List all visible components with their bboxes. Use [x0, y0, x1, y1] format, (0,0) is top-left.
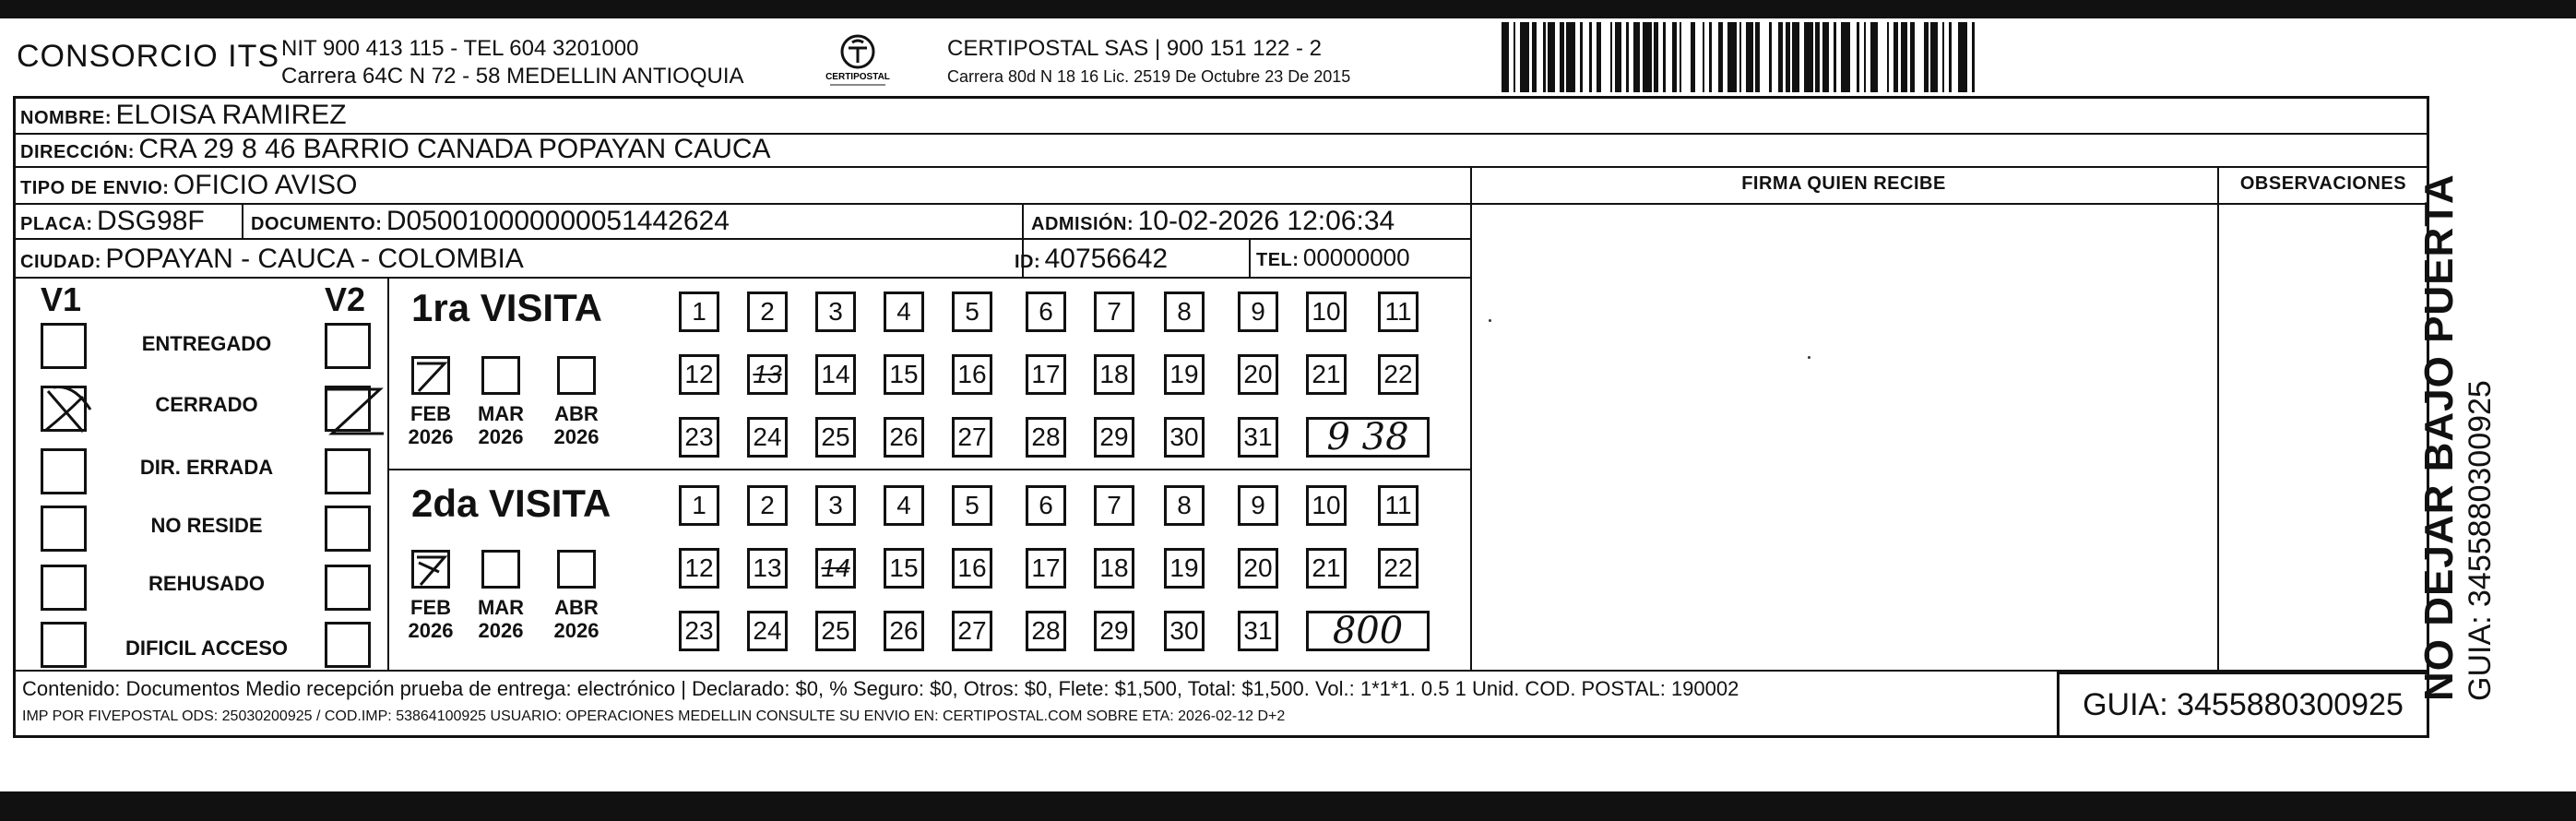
v1-cerrado-check-mark — [37, 378, 101, 443]
visit-2-day-20[interactable]: 20 — [1238, 548, 1278, 589]
visit-2-day-15[interactable]: 15 — [884, 548, 924, 589]
name-field — [20, 100, 347, 131]
barcode-bar — [1958, 22, 1967, 92]
visit-1-day-12[interactable]: 12 — [679, 354, 719, 395]
courier-name: CERTIPOSTAL SAS | 900 151 122 - 2 — [947, 36, 1322, 61]
visit-2-day-29[interactable]: 29 — [1094, 611, 1134, 651]
barcode-bar — [1792, 22, 1799, 92]
visit-1-mar-checkbox[interactable] — [481, 356, 520, 395]
visit-1-day-24[interactable]: 24 — [747, 417, 788, 458]
visit-2-day-24[interactable]: 24 — [747, 611, 788, 651]
barcode-bar — [1850, 22, 1858, 92]
visit-1-day-19[interactable]: 19 — [1164, 354, 1205, 395]
city-label: CIUDAD: — [20, 252, 101, 272]
visit-2-day-4[interactable]: 4 — [884, 485, 924, 526]
visit-1-month-mar: MAR 2026 — [477, 402, 525, 448]
v2-no-reside-checkbox[interactable] — [325, 506, 371, 552]
visit-1-day-28[interactable]: 28 — [1026, 417, 1066, 458]
tel-value: 00000000 — [1302, 244, 1410, 271]
status-entregado: ENTREGADO — [141, 332, 272, 355]
side-guide-number: GUIA: 3455880300925 — [2463, 380, 2498, 701]
shipment-label: TIPO DE ENVIO: — [20, 178, 170, 198]
barcode-bar — [1727, 22, 1737, 92]
document-label: DOCUMENTO: — [251, 214, 383, 234]
divider — [387, 469, 1472, 470]
divider — [242, 203, 243, 240]
visit-1-day-1[interactable]: 1 — [679, 292, 719, 332]
footer-content: Contenido: Documentos Medio recepción prueba de entrega: electrónico | Declarado: $0, % Seguro: $0, Otros: $0, Flete: $1,500, Total: $1,500. Vol.: 1*1*1. 0.5 1 Unid. COD. POSTAL: 190002 — [22, 677, 1739, 700]
visit-1-time-box: 9 38 — [1306, 417, 1430, 458]
shipment-type: OFICIO AVISO — [172, 170, 358, 200]
visit-2-day-13[interactable]: 13 — [747, 548, 788, 589]
guide-number-box: GUIA: 3455880300925 — [2057, 672, 2429, 738]
visit-2-day-27[interactable]: 27 — [952, 611, 992, 651]
company-details — [281, 35, 744, 90]
visit-2-feb-mark — [411, 550, 450, 589]
visit-2-day-14[interactable]: 14 — [815, 548, 856, 589]
visit-2-mar-checkbox[interactable] — [481, 550, 520, 589]
visit-1-day-21[interactable]: 21 — [1306, 354, 1347, 395]
top-border — [0, 0, 2576, 18]
barcode-bar — [1760, 22, 1769, 92]
divider — [2217, 166, 2219, 670]
visit-1-feb-mark — [411, 356, 450, 395]
visit-1-day-4[interactable]: 4 — [884, 292, 924, 332]
id-value: 40756642 — [1044, 244, 1169, 274]
visit-2-title: 2da VISITA — [411, 482, 611, 525]
barcode-bar — [1601, 22, 1610, 92]
visit-2-day-8[interactable]: 8 — [1164, 485, 1205, 526]
courier-details — [947, 35, 1350, 90]
visit-2-day-26[interactable]: 26 — [884, 611, 924, 651]
plate-value: DSG98F — [97, 206, 205, 236]
barcode-bar — [1746, 22, 1753, 92]
plate-field — [20, 206, 205, 237]
visit-2-day-16[interactable]: 16 — [952, 548, 992, 589]
visit-2-day-31[interactable]: 31 — [1238, 611, 1278, 651]
admission-field — [1031, 206, 1395, 237]
status-no-reside: NO RESIDE — [150, 514, 263, 537]
v2-label: V2 — [325, 280, 366, 318]
v1-dificil-acceso-checkbox[interactable] — [41, 622, 87, 668]
visit-2-day-21[interactable]: 21 — [1306, 548, 1347, 589]
visit-1-abr-checkbox[interactable] — [557, 356, 596, 395]
v2-dificil-acceso-checkbox[interactable] — [325, 622, 371, 668]
side-notice-title: NO DEJAR BAJO PUERTA — [2416, 173, 2462, 701]
v1-entregado-checkbox[interactable] — [41, 323, 87, 369]
barcode-bar — [1901, 22, 1908, 92]
barcode-bar — [1633, 22, 1641, 92]
barcode-bar — [1870, 22, 1878, 92]
visit-1-day-10[interactable]: 10 — [1306, 292, 1347, 332]
visit-2-day-7[interactable]: 7 — [1094, 485, 1134, 526]
visit-2-month-mar: MAR 2026 — [477, 596, 525, 642]
plate-label: PLACA: — [20, 214, 93, 234]
v1-dir-errada-checkbox[interactable] — [41, 448, 87, 494]
status-rehusado: REHUSADO — [148, 572, 265, 595]
visit-2-day-2[interactable]: 2 — [747, 485, 788, 526]
divider — [1470, 166, 1472, 670]
visit-1-month-abr: ABR 2026 — [553, 402, 599, 448]
visit-2-day-3[interactable]: 3 — [815, 485, 856, 526]
visit-1-month-feb: FEB 2026 — [408, 402, 454, 448]
id-label: ID: — [1015, 252, 1041, 272]
barcode-bar — [1537, 22, 1544, 92]
barcode-bar — [1952, 22, 1959, 92]
visit-1-day-30[interactable]: 30 — [1164, 417, 1205, 458]
barcode-bar — [1615, 22, 1622, 92]
barcode-bar — [1681, 22, 1691, 92]
barcode-bar — [1520, 22, 1529, 92]
barcode-bar — [1712, 22, 1719, 92]
v1-no-reside-checkbox[interactable] — [41, 506, 87, 552]
status-dificil-acceso: DIFICIL ACCESO — [125, 637, 288, 660]
v2-dir-errada-checkbox[interactable] — [325, 448, 371, 494]
admission-value: 10-02-2026 12:06:34 — [1137, 206, 1395, 236]
barcode-bar — [1804, 22, 1813, 92]
company-nit: NIT 900 413 115 - TEL 604 3201000 — [281, 36, 639, 61]
side-notice — [2416, 173, 2499, 701]
observations-header: OBSERVACIONES — [2239, 173, 2407, 194]
tel-label: TEL: — [1256, 250, 1300, 270]
visit-1-day-9[interactable]: 9 — [1238, 292, 1278, 332]
visit-2-day-6[interactable]: 6 — [1026, 485, 1066, 526]
visit-1-day-14[interactable]: 14 — [815, 354, 856, 395]
courier-address: Carrera 80d N 18 16 Lic. 2519 De Octubre 23 De 2015 — [947, 67, 1351, 86]
admission-label: ADMISIÓN: — [1031, 214, 1134, 234]
visit-1-day-25[interactable]: 25 — [815, 417, 856, 458]
visit-1-day-27[interactable]: 27 — [952, 417, 992, 458]
visit-1-day-8[interactable]: 8 — [1164, 292, 1205, 332]
visit-2-day-1[interactable]: 1 — [679, 485, 719, 526]
city-value: POPAYAN - CAUCA - COLOMBIA — [105, 244, 524, 274]
barcode-bar — [1643, 22, 1652, 92]
barcode-bar — [1502, 22, 1509, 92]
visit-2-day-28[interactable]: 28 — [1026, 611, 1066, 651]
divider — [387, 277, 389, 670]
divider — [13, 238, 1472, 240]
recipient-address: CRA 29 8 46 BARRIO CANADA POPAYAN CAUCA — [138, 134, 771, 164]
v2-entregado-checkbox[interactable] — [325, 323, 371, 369]
visit-1-day-6[interactable]: 6 — [1026, 292, 1066, 332]
barcode-bar — [1975, 22, 1979, 92]
status-cerrado: CERRADO — [155, 393, 258, 416]
barcode-bar — [1772, 22, 1779, 92]
divider — [1249, 238, 1251, 277]
id-field — [1015, 244, 1168, 275]
logo-icon — [812, 31, 904, 89]
visit-1-day-5[interactable]: 5 — [952, 292, 992, 332]
tel-field — [1256, 244, 1410, 272]
visit-2-month-abr: ABR 2026 — [553, 596, 599, 642]
visit-1-day-15[interactable]: 15 — [884, 354, 924, 395]
barcode-bar — [1666, 22, 1673, 92]
divider — [13, 203, 2429, 205]
company-address: Carrera 64C N 72 - 58 MEDELLIN ANTIOQUIA — [281, 64, 744, 89]
visit-2-day-23[interactable]: 23 — [679, 611, 719, 651]
bottom-border — [0, 791, 2576, 821]
barcode-bar — [1841, 22, 1850, 92]
barcode-bar — [1822, 22, 1830, 92]
barcode-icon — [1502, 22, 2249, 92]
name-label: NOMBRE: — [20, 108, 113, 128]
visit-2-day-17[interactable]: 17 — [1026, 548, 1066, 589]
visit-2-day-12[interactable]: 12 — [679, 548, 719, 589]
certipostal-logo — [812, 31, 904, 89]
visit-2-day-30[interactable]: 30 — [1164, 611, 1205, 651]
visit-2-day-11[interactable]: 11 — [1378, 485, 1419, 526]
visit-2-month-feb: FEB 2026 — [408, 596, 454, 642]
ink-dot — [1489, 319, 1491, 322]
visit-2-time-box: 800 — [1306, 611, 1430, 651]
ink-dot — [1808, 356, 1810, 359]
visit-2-day-9[interactable]: 9 — [1238, 485, 1278, 526]
visit-1-day-31[interactable]: 31 — [1238, 417, 1278, 458]
visit-1-day-13[interactable]: 13 — [747, 354, 788, 395]
address-field — [20, 134, 771, 165]
visit-1-day-16[interactable]: 16 — [952, 354, 992, 395]
barcode-bar — [1566, 22, 1575, 92]
v1-label: V1 — [41, 280, 82, 318]
barcode-bar — [1695, 22, 1703, 92]
visit-2-day-22[interactable]: 22 — [1378, 548, 1419, 589]
barcode-bar — [1878, 22, 1887, 92]
visit-1-day-18[interactable]: 18 — [1094, 354, 1134, 395]
visit-2-day-10[interactable]: 10 — [1306, 485, 1347, 526]
visit-2-abr-checkbox[interactable] — [557, 550, 596, 589]
visit-1-day-26[interactable]: 26 — [884, 417, 924, 458]
document-field — [251, 206, 730, 237]
shipment-field — [20, 170, 357, 201]
barcode-bar — [1583, 22, 1590, 92]
logo-text: CERTIPOSTAL — [825, 72, 890, 82]
visit-1-title: 1ra VISITA — [411, 286, 602, 329]
document-value: D050010000000051442624 — [386, 206, 730, 236]
v2-cerrado-check-mark — [319, 376, 389, 441]
city-field — [20, 244, 524, 275]
visit-1-day-22[interactable]: 22 — [1378, 354, 1419, 395]
visit-1-day-23[interactable]: 23 — [679, 417, 719, 458]
signature-header: FIRMA QUIEN RECIBE — [1741, 173, 1946, 194]
recipient-name: ELOISA RAMIREZ — [115, 100, 347, 130]
visit-1-day-3[interactable]: 3 — [815, 292, 856, 332]
divider — [13, 166, 2429, 168]
visit-1-day-11[interactable]: 11 — [1378, 292, 1419, 332]
barcode-bar — [1915, 22, 1924, 92]
visit-1-day-20[interactable]: 20 — [1238, 354, 1278, 395]
status-dir-errada: DIR. ERRADA — [139, 456, 274, 479]
visit-2-day-25[interactable]: 25 — [815, 611, 856, 651]
barcode-bar — [1548, 22, 1555, 92]
visit-1-day-17[interactable]: 17 — [1026, 354, 1066, 395]
visit-1-day-2[interactable]: 2 — [747, 292, 788, 332]
address-label: DIRECCIÓN: — [20, 142, 135, 162]
v1-rehusado-checkbox[interactable] — [41, 565, 87, 611]
visit-2-day-19[interactable]: 19 — [1164, 548, 1205, 589]
visit-2-day-18[interactable]: 18 — [1094, 548, 1134, 589]
v2-rehusado-checkbox[interactable] — [325, 565, 371, 611]
divider — [13, 277, 1472, 279]
visit-1-day-7[interactable]: 7 — [1094, 292, 1134, 332]
company-name: CONSORCIO ITS — [17, 39, 280, 74]
barcode-bar — [1930, 22, 1938, 92]
footer-print-info: IMP POR FIVEPOSTAL ODS: 25030200925 / COD.IMP: 53864100925 USUARIO: OPERACIONES MEDELLIN CONSULTE SU ENVIO EN: CERTIPOSTAL.COM SOBRE ETA: 2026-02-12 D+2 — [22, 708, 1286, 724]
visit-1-day-29[interactable]: 29 — [1094, 417, 1134, 458]
visit-2-day-5[interactable]: 5 — [952, 485, 992, 526]
